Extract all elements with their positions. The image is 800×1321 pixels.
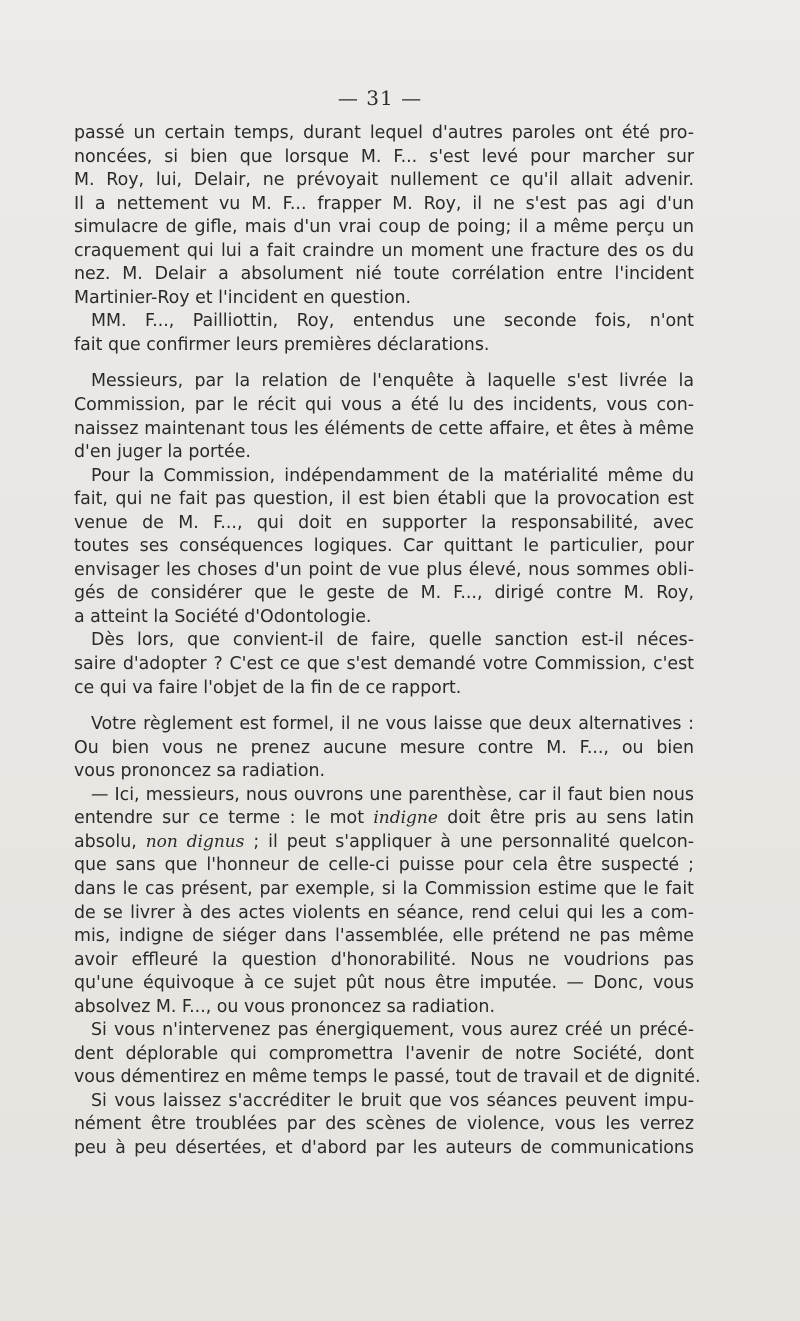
text-line: Dès lors, que convient-il de faire, quelle sanction est-il néces- <box>91 630 694 651</box>
paragraph <box>74 310 694 357</box>
text-line: vous prononcez sa radiation. <box>74 761 326 782</box>
text-line: nez. M. Delair a absolument nié toute corrélation entre l'incident <box>74 264 694 285</box>
text-line: Martinier-Roy et l'incident en question. <box>74 287 412 308</box>
paragraph <box>74 122 694 310</box>
paragraph <box>74 1090 694 1161</box>
text-line: MM. F..., Pailliottin, Roy, entendus une seconde fois, n'ont <box>91 311 694 332</box>
text-line: que sans que l'honneur de celle-ci puisse pour cela être suspecté ; <box>74 855 694 876</box>
italic-word: non dignus <box>145 831 245 852</box>
paragraph <box>74 784 694 1019</box>
text-line <box>74 831 694 855</box>
text-line: peu à peu désertées, et d'abord par les auteurs de communications <box>74 1137 694 1158</box>
text-line: Si vous n'intervenez pas énergiquement, vous aurez créé un précé- <box>91 1020 694 1041</box>
text-line <box>74 807 694 831</box>
italic-word: indigne <box>373 808 438 829</box>
text-line: noncées, si bien que lorsque M. F... s'est levé pour marcher sur <box>74 146 694 167</box>
text-run: ; il peut s'appliquer à une personnalité quelcon- <box>244 831 695 852</box>
text-line: M. Roy, lui, Delair, ne prévoyait nullement ce qu'il allait advenir. <box>74 170 694 191</box>
text-line: fait que confirmer leurs premières déclarations. <box>74 334 490 355</box>
paragraph <box>74 713 694 784</box>
text-line: passé un certain temps, durant lequel d'autres paroles ont été pro- <box>74 123 694 143</box>
text-line: Ou bien vous ne prenez aucune mesure contre M. F..., ou bien <box>74 737 694 758</box>
text-line: dans le cas présent, par exemple, si la Commission estime que le fait <box>74 878 694 899</box>
text-line: gés de considérer que le geste de M. F..., dirigé contre M. Roy, <box>74 583 694 604</box>
text-line: Votre règlement est formel, il ne vous laisse que deux alternatives : <box>91 714 694 735</box>
text-line: qu'une équivoque à ce sujet pût nous être imputée. — Donc, vous <box>74 973 694 994</box>
text-line: ce qui va faire l'objet de la fin de ce rapport. <box>74 677 462 698</box>
text-line: de se livrer à des actes violents en séance, rend celui qui les a com- <box>74 902 694 923</box>
text-line: Messieurs, par la relation de l'enquête à laquelle s'est livrée la <box>91 371 694 392</box>
text-line: naissez maintenant tous les éléments de cette affaire, et êtes à même <box>74 418 694 439</box>
paragraph <box>74 629 694 700</box>
text-line: fait, qui ne fait pas question, il est bien établi que la provocation est <box>74 489 694 510</box>
text-line: simulacre de gifle, mais d'un vrai coup de poing; il a même perçu un <box>74 217 694 238</box>
text-line: toutes ses conséquences logiques. Car quittant le particulier, pour <box>74 536 694 557</box>
text-line: Si vous laissez s'accréditer le bruit que vos séances peuvent impu- <box>91 1090 694 1111</box>
text-line: vous démentirez en même temps le passé, tout de travail et de dignité. <box>74 1067 701 1088</box>
text-run: entendre sur ce terme : le mot <box>74 808 374 829</box>
body-text <box>74 122 701 1161</box>
text-line: avoir effleuré la question d'honorabilité. Nous ne voudrions pas <box>74 949 694 970</box>
text-line: Il a nettement vu M. F... frapper M. Roy, il ne s'est pas agi d'un <box>74 193 694 214</box>
text-line: venue de M. F..., qui doit en supporter la responsabilité, avec <box>74 512 694 533</box>
text-line: Pour la Commission, indépendamment de la matérialité même du <box>91 465 694 486</box>
paragraph <box>74 465 694 630</box>
text-run: absolu, <box>74 831 146 852</box>
text-line: Commission, par le récit qui vous a été lu des incidents, vous con- <box>74 395 694 416</box>
text-line: saire d'adopter ? C'est ce que s'est demandé votre Commission, c'est <box>74 654 694 675</box>
text-line: absolvez M. F..., ou vous prononcez sa radiation. <box>74 996 495 1017</box>
text-line: — Ici, messieurs, nous ouvrons une parenthèse, car il faut bien nous <box>91 784 694 805</box>
page-number: — 31 — <box>337 86 423 110</box>
text-line: craquement qui lui a fait craindre un moment une fracture des os du <box>74 240 694 261</box>
text-run: doit être pris au sens latin <box>437 808 694 829</box>
text-line: dent déplorable qui compromettra l'avenir de notre Société, dont <box>74 1043 694 1064</box>
text-line: nément être troublées par des scènes de violence, vous les verrez <box>74 1114 694 1135</box>
text-line: a atteint la Société d'Odontologie. <box>74 606 372 627</box>
text-line: d'en juger la portée. <box>74 442 251 463</box>
paragraph <box>74 370 694 464</box>
paragraph <box>74 1019 701 1090</box>
text-line: envisager les choses d'un point de vue plus élevé, nous sommes obli- <box>74 559 694 580</box>
text-line: mis, indigne de siéger dans l'assemblée, elle prétend ne pas même <box>74 926 694 947</box>
